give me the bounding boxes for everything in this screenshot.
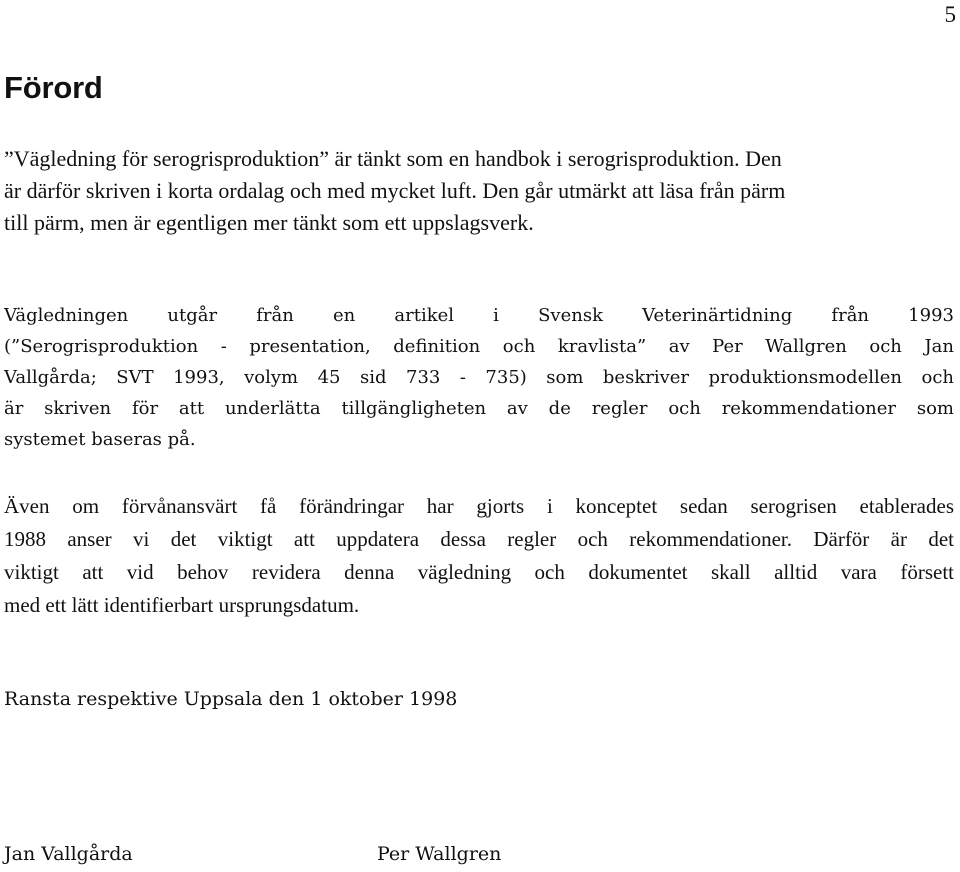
paragraph-line: viktigt att vid behov revidera denna vägledning och dokumentet skall alltid vara försett bbox=[4, 560, 954, 584]
intro-paragraph bbox=[4, 143, 959, 239]
page-title: Förord bbox=[4, 70, 103, 105]
source-paragraph bbox=[4, 300, 954, 455]
page-number: 5 bbox=[944, 2, 956, 27]
paragraph-line: systemet baseras på. bbox=[4, 429, 196, 450]
paragraph-line: till pärm, men är egentligen mer tänkt som ett uppslagsverk. bbox=[4, 210, 534, 235]
paragraph-line: är skriven för att underlätta tillgängligheten av de regler och rekommendationer som bbox=[4, 398, 954, 419]
signature-jan-vallgarda: Jan Vallgårda bbox=[4, 843, 133, 865]
paragraph-line: med ett lätt identifierbart ursprungsdatum. bbox=[4, 593, 360, 617]
paragraph-line: Vägledningen utgår från en artikel i Svensk Veterinärtidning från 1993 bbox=[4, 305, 954, 326]
paragraph-line: Vallgårda; SVT 1993, volym 45 sid 733 - 735) som beskriver produktionsmodellen och bbox=[4, 367, 954, 388]
update-paragraph bbox=[4, 490, 954, 622]
paragraph-line: 1988 anser vi det viktigt att uppdatera dessa regler och rekommendationer. Därför är det bbox=[4, 527, 954, 551]
signature-per-wallgren: Per Wallgren bbox=[377, 843, 502, 865]
paragraph-line: ”Vägledning för serogrisproduktion” är tänkt som en handbok i serogrisproduktion. Den bbox=[4, 146, 782, 171]
paragraph-line: Även om förvånansvärt få förändringar har gjorts i konceptet sedan serogrisen etablerades bbox=[4, 494, 954, 518]
paragraph-line: (”Serogrisproduktion - presentation, definition och kravlista” av Per Wallgren och Jan bbox=[4, 336, 954, 357]
paragraph-line: är därför skriven i korta ordalag och med mycket luft. Den går utmärkt att läsa från pärm bbox=[4, 178, 786, 203]
place-date: Ransta respektive Uppsala den 1 oktober 1998 bbox=[4, 688, 458, 710]
